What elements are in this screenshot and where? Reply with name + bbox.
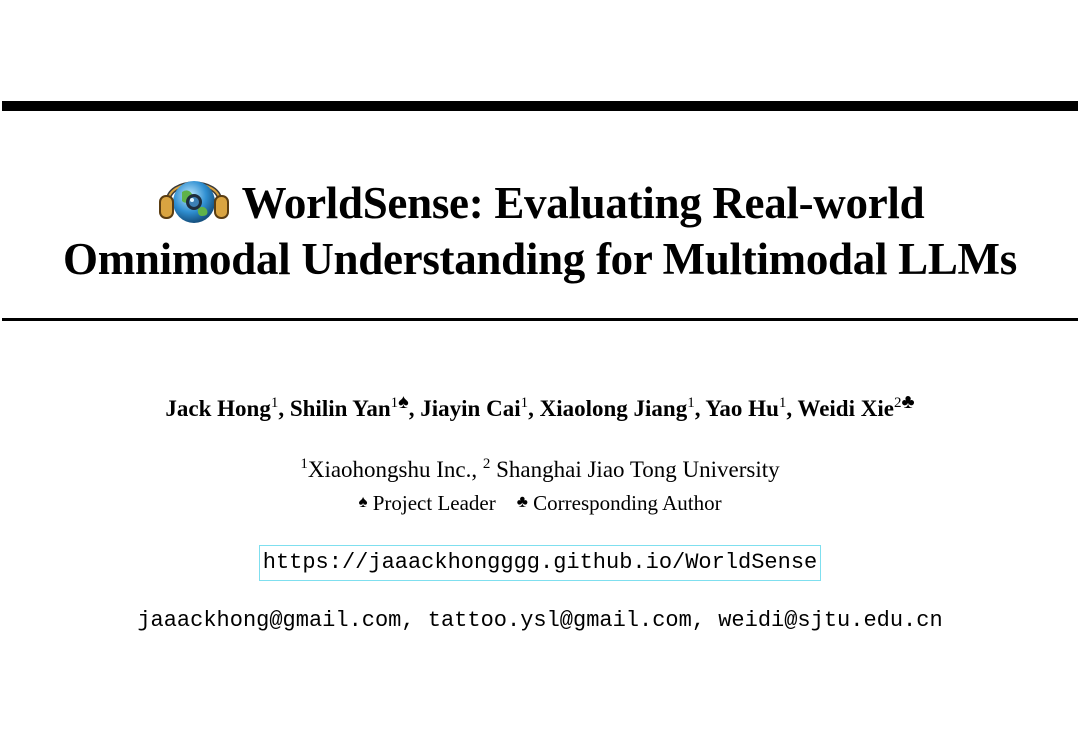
author-affiliation-mark: 1	[270, 395, 279, 411]
author-affiliation-mark: 1	[390, 395, 399, 411]
project-leader-label: Project Leader	[372, 491, 496, 515]
author-name: Yao Hu	[705, 396, 779, 421]
title-text-line-1: WorldSense: Evaluating Real-world	[241, 178, 925, 228]
affiliation-number: 1	[300, 456, 308, 472]
top-rule	[2, 101, 1078, 111]
affiliation-number: 2	[482, 456, 491, 472]
bottom-rule	[2, 318, 1078, 321]
author-name: Weidi Xie	[797, 396, 894, 421]
spade-icon: ♠	[358, 492, 368, 511]
author-affiliation-mark: 1	[778, 395, 787, 411]
author-affiliation-mark: 1	[687, 395, 695, 411]
author-name: Jiayin Cai	[420, 396, 521, 421]
title-line-2: Omnimodal Understanding for Multimodal LLMs	[63, 234, 1017, 284]
author-affiliation-mark: 2	[893, 395, 902, 411]
author-affiliation-mark: 1	[520, 395, 529, 411]
author-name: Shilin Yan	[289, 396, 391, 421]
project-leader-mark: ♠	[398, 391, 409, 413]
paper-title	[0, 168, 1080, 287]
author-name: Jack Hong	[165, 396, 271, 421]
affiliations	[0, 455, 1080, 485]
globe-with-headphones-icon	[156, 168, 232, 228]
corresponding-author-mark: ♣	[901, 391, 915, 413]
role-legend	[0, 489, 1080, 517]
project-url-row	[0, 545, 1080, 581]
title-line-1	[0, 168, 1080, 231]
affiliation-name: Shanghai Jiao Tong University	[496, 457, 780, 482]
affiliation-name: Xiaohongshu Inc.,	[307, 457, 478, 482]
project-url-link[interactable]: https://jaaackhongggg.github.io/WorldSense	[259, 545, 822, 581]
contact-emails: jaaackhong@gmail.com, tattoo.ysl@gmail.com, weidi@sjtu.edu.cn	[137, 608, 943, 633]
corresponding-author-label: Corresponding Author	[533, 491, 722, 515]
author-list: Jack Hong$^1$, Shilin Yan$^1$♠, Jiayin Cai$^1$, Xiaolong Jiang$^1$, Yao Hu$^1$, Weidi Xie$^2$♣	[165, 391, 915, 421]
club-icon: ♣	[516, 492, 528, 511]
author-name: Xiaolong Jiang	[539, 396, 688, 421]
